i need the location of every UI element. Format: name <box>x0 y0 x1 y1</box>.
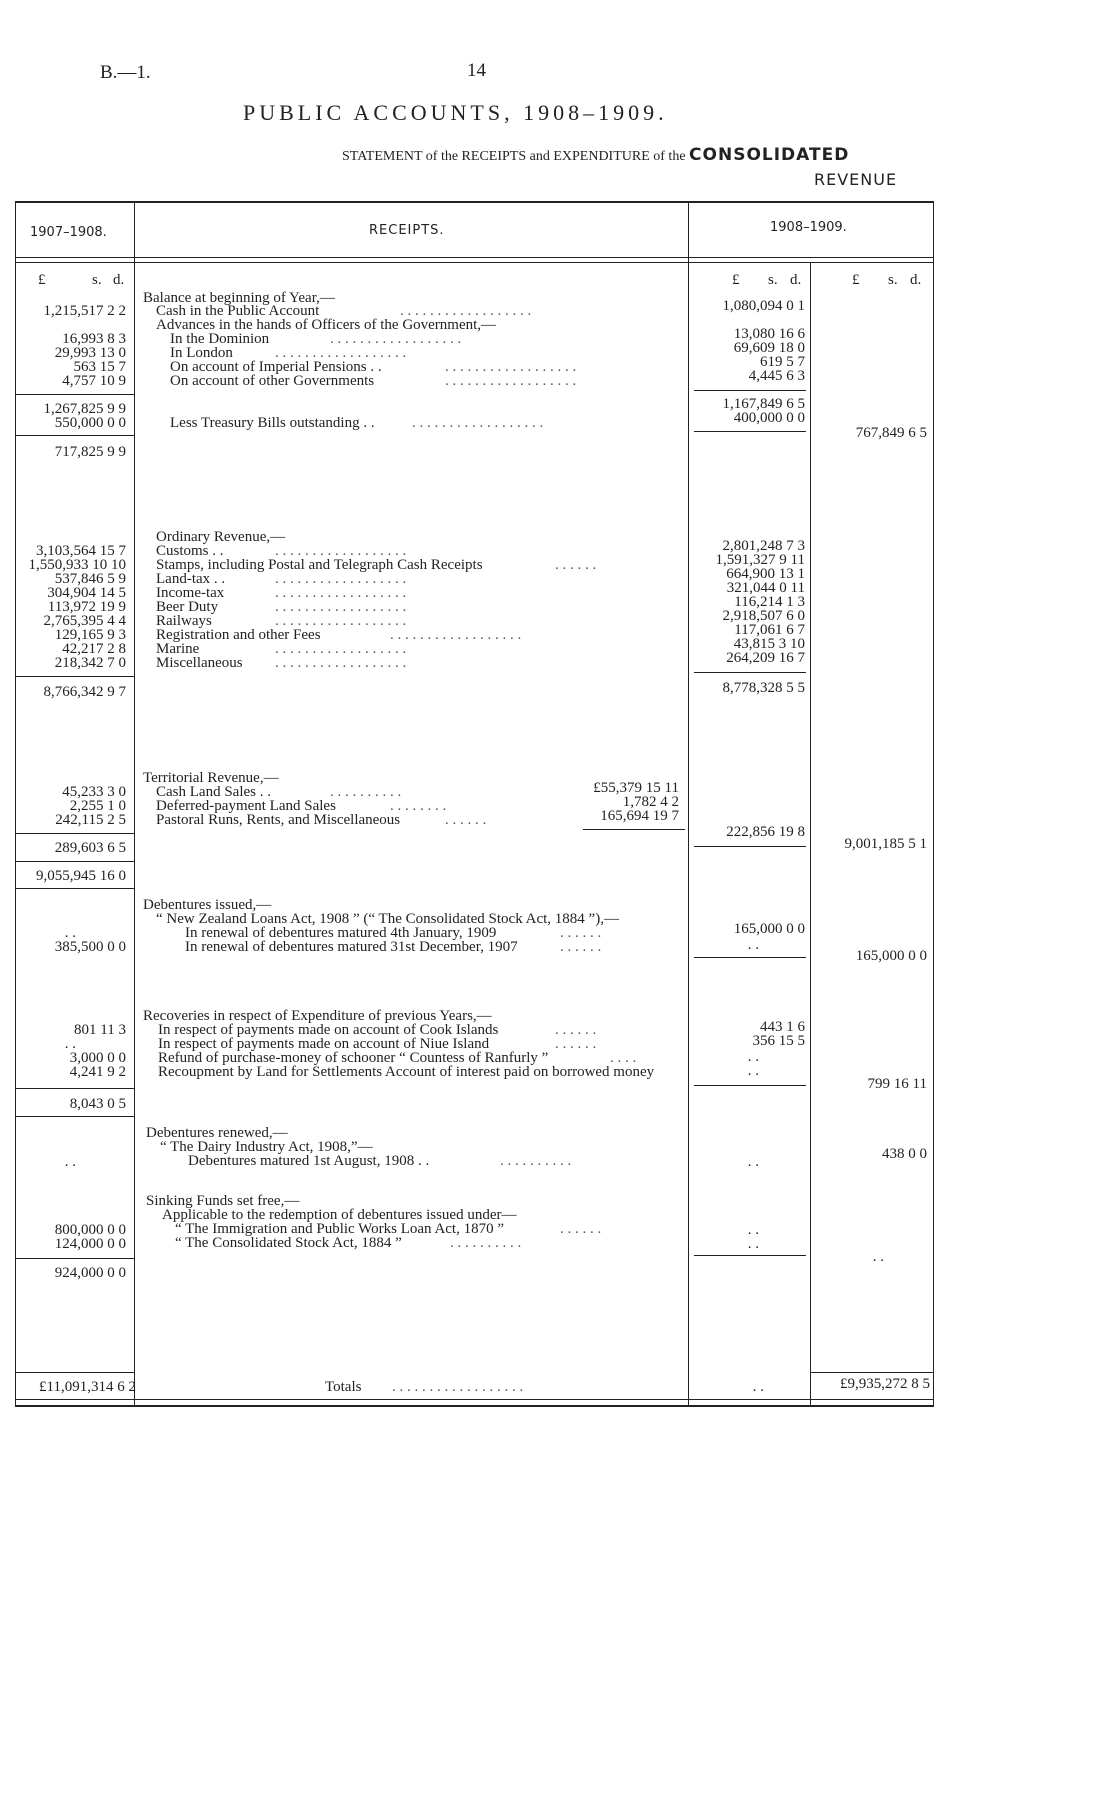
row-label: On account of Imperial Pensions . . <box>170 359 382 375</box>
dot-leader: . . . . . . <box>555 1036 597 1052</box>
row-label: In the Dominion <box>170 331 270 347</box>
dot-leader: . . . . . . . . . . . . . . . . . . <box>275 641 407 657</box>
grand-total: £9,935,272 8 5 <box>840 1376 930 1392</box>
bottom-rule-1 <box>15 1399 933 1400</box>
curr-amount: 321,044 0 11 <box>726 580 805 596</box>
prev-total: 924,000 0 0 <box>54 1265 126 1281</box>
section-heading: Territorial Revenue,— <box>143 770 279 786</box>
revenue-total: 9,001,185 5 1 <box>844 836 927 852</box>
dot-leader: . . . . . . . . . . . . . . . . . . <box>275 585 407 601</box>
prev-total: 8,043 0 5 <box>69 1096 126 1112</box>
prev-amount: 2,765,395 4 4 <box>43 613 126 629</box>
dot-leader: . . . . . . . . . . . . . . . . . . <box>445 373 577 389</box>
header-prev-year: 1907–1908. <box>30 225 107 240</box>
dot-leader: . . . . . . . . . . . . . . . . . . <box>275 571 407 587</box>
row-label: “ The Consolidated Stock Act, 1884 ” <box>175 1235 402 1251</box>
header-receipts: RECEIPTS. <box>369 223 445 238</box>
prev-net-balance: 717,825 9 9 <box>54 444 126 460</box>
dot-leader: . . . . . . . . . . . . . . . . . . <box>275 599 407 615</box>
prev-amount: 218,342 7 0 <box>54 655 126 671</box>
curr-amount: 400,000 0 0 <box>733 410 805 426</box>
prev-amount: 801 11 3 <box>74 1022 126 1038</box>
curr-amount: 4,445 6 3 <box>748 368 805 384</box>
curr-total: 222,856 19 8 <box>726 824 805 840</box>
dot-leader: . . . . . . . . . . . . . . . . . . <box>390 627 522 643</box>
dot-leader: . . . . . . . . . . . . . . . . . . <box>392 1379 524 1395</box>
dot-leader: . . . . . . <box>555 557 597 573</box>
unit-pound-curr: £ <box>732 272 740 288</box>
prev-total: 289,603 6 5 <box>54 840 126 856</box>
header-curr-year: 1908–1909. <box>770 220 847 235</box>
dot-leader: . . . . . . . . . . <box>450 1235 522 1251</box>
row-label: Miscellaneous <box>156 655 243 671</box>
curr-total: 8,778,328 5 5 <box>722 680 805 696</box>
unit-shilling-prev: s. <box>92 272 102 288</box>
curr-amount: 1,080,094 0 1 <box>722 298 805 314</box>
unit-pence-prev: d. <box>113 272 125 288</box>
page-number: 14 <box>467 60 486 81</box>
curr-amount: . . <box>747 937 759 953</box>
act-reference: “ The Dairy Industry Act, 1908,”— <box>160 1139 373 1155</box>
recoveries-total: 799 16 11 <box>867 1076 927 1092</box>
prev-amount: . . <box>64 925 76 941</box>
sum-rule <box>15 1116 134 1117</box>
prev-amount: 16,993 8 3 <box>62 331 126 347</box>
dot-leader: . . . . . . . . . . . . . . . . . . <box>275 613 407 629</box>
prev-amount: 124,000 0 0 <box>54 1236 126 1252</box>
dot-leader: . . . . . . . . . . <box>330 784 402 800</box>
curr-amount: 356 15 5 <box>752 1033 805 1049</box>
page-title: PUBLIC ACCOUNTS, 1908–1909. <box>243 100 668 125</box>
inner-amount: £55,379 15 11 <box>593 780 679 796</box>
section-heading: Balance at beginning of Year,— <box>143 290 335 306</box>
inner-amount: 165,694 19 7 <box>600 808 679 824</box>
dot-leader: . . . . . . <box>445 812 487 828</box>
sum-rule <box>694 390 806 391</box>
prev-amount: 537,846 5 9 <box>54 571 126 587</box>
section-heading: Ordinary Revenue,— <box>156 529 286 545</box>
statement-subtitle <box>342 145 849 165</box>
unit-pound-prev: £ <box>38 272 46 288</box>
subtitle-text: STATEMENT of the RECEIPTS and EXPENDITURE of the <box>342 149 686 164</box>
prev-subtotal: 1,267,825 9 9 <box>43 401 126 417</box>
row-label: In renewal of debentures matured 4th January, 1909 <box>185 925 497 941</box>
subsection-heading: Applicable to the redemption of debentures issued under— <box>162 1207 517 1223</box>
curr-grand-total: . . <box>752 1379 764 1395</box>
dot-leader: . . . . . . . . . . . . . . . . . . <box>400 303 532 319</box>
sum-rule <box>694 1085 806 1086</box>
curr-amount: 165,000 0 0 <box>733 921 805 937</box>
curr-amount: 619 5 7 <box>760 354 805 370</box>
row-label: Cash in the Public Account <box>156 303 320 319</box>
sum-rule <box>15 1372 134 1373</box>
page-reference: B.—1. <box>100 62 151 83</box>
prev-amount: 2,255 1 0 <box>69 798 126 814</box>
row-label: Pastoral Runs, Rents, and Miscellaneous <box>156 812 401 828</box>
sum-rule <box>694 846 806 847</box>
row-label: Railways <box>156 613 212 629</box>
prev-amount: 3,000 0 0 <box>69 1050 126 1066</box>
subtitle-consolidated: CONSOLIDATED <box>689 145 850 165</box>
row-label: Stamps, including Postal and Telegraph Cash Receipts <box>156 557 483 573</box>
prev-amount: 29,993 13 0 <box>54 345 126 361</box>
row-label: Recoupment by Land for Settlements Account of interest paid on borrowed money <box>158 1064 655 1080</box>
unit-pence-total: d. <box>910 272 922 288</box>
curr-amount: 1,591,327 9 11 <box>715 552 805 568</box>
row-label: Cash Land Sales . . <box>156 784 271 800</box>
col-rule-receipts <box>134 201 135 1407</box>
sum-rule <box>810 1372 933 1373</box>
sum-rule <box>15 435 134 436</box>
dot-leader: . . . . . . . . . . . . . . . . . . <box>412 415 544 431</box>
curr-amount: 664,900 13 1 <box>726 566 805 582</box>
section-heading: Sinking Funds set free,— <box>146 1193 300 1209</box>
subsection-heading: Advances in the hands of Officers of the Government,— <box>156 317 497 333</box>
sinking-total: . . <box>872 1249 884 1265</box>
row-label: Income-tax <box>156 585 225 601</box>
row-label: In renewal of debentures matured 31st December, 1907 <box>185 939 518 955</box>
dot-leader: . . . . . . . . . . . . . . . . . . <box>275 345 407 361</box>
dot-leader: . . . . . . . . . . <box>500 1153 572 1169</box>
unit-pound-total: £ <box>852 272 860 288</box>
prev-amount: 800,000 0 0 <box>54 1222 126 1238</box>
dot-leader: . . . . . . <box>555 1022 597 1038</box>
curr-amount: 264,209 16 7 <box>726 650 805 666</box>
col-rule-total <box>810 262 811 1407</box>
prev-amount: 4,241 9 2 <box>69 1064 126 1080</box>
sum-rule <box>694 957 806 958</box>
unit-shilling-curr: s. <box>768 272 778 288</box>
curr-amount: 2,801,248 7 3 <box>722 538 805 554</box>
sum-rule <box>15 861 134 862</box>
curr-amount: . . <box>747 1049 759 1065</box>
section-heading: Debentures renewed,— <box>146 1125 288 1141</box>
curr-amount: 116,214 1 3 <box>734 594 805 610</box>
row-label: Refund of purchase-money of schooner “ Countess of Ranfurly ” <box>158 1050 549 1066</box>
section-heading: Recoveries in respect of Expenditure of previous Years,— <box>143 1008 492 1024</box>
prev-amount: 1,550,933 10 10 <box>28 557 126 573</box>
prev-amount: 42,217 2 8 <box>62 641 126 657</box>
sum-rule <box>694 672 806 673</box>
prev-total: 8,766,342 9 7 <box>43 684 126 700</box>
dot-leader: . . . . . . <box>560 925 602 941</box>
curr-amount: 43,815 3 10 <box>733 636 805 652</box>
curr-amount: 69,609 18 0 <box>733 340 805 356</box>
sum-rule <box>15 1258 134 1259</box>
col-rule-curr <box>688 201 689 1407</box>
dot-leader: . . . . . . . . . . . . . . . . . . <box>275 655 407 671</box>
prev-amount: 3,103,564 15 7 <box>36 543 126 559</box>
sum-rule <box>694 431 806 432</box>
row-label: Debentures matured 1st August, 1908 . . <box>188 1153 430 1169</box>
dot-leader: . . . . . . . . . . . . . . . . . . <box>445 359 577 375</box>
curr-amount: . . <box>747 1154 759 1170</box>
row-label: In respect of payments made on account of Niue Island <box>158 1036 490 1052</box>
sum-rule <box>15 676 134 677</box>
debentures-total: 165,000 0 0 <box>855 948 927 964</box>
sum-rule <box>15 394 134 395</box>
curr-amount: 13,080 16 6 <box>733 326 805 342</box>
prev-grand-total: £11,091,314 6 2 <box>39 1379 136 1395</box>
header-rule-1 <box>15 257 933 258</box>
prev-amount: 113,972 19 9 <box>47 599 126 615</box>
header-rule-2 <box>15 262 933 263</box>
prev-grand-subtotal: 9,055,945 16 0 <box>36 868 126 884</box>
curr-subtotal: 1,167,849 6 5 <box>722 396 805 412</box>
row-label: Customs . . <box>156 543 224 559</box>
sum-rule <box>583 829 685 830</box>
renewed-total: 438 0 0 <box>882 1146 927 1162</box>
row-label: In London <box>170 345 233 361</box>
unit-shilling-total: s. <box>888 272 898 288</box>
row-label: Beer Duty <box>156 599 219 615</box>
bottom-rule-2 <box>15 1405 933 1407</box>
prev-amount: 45,233 3 0 <box>62 784 126 800</box>
curr-amount: 443 1 6 <box>760 1019 805 1035</box>
unit-pence-curr: d. <box>790 272 802 288</box>
section-heading: Debentures issued,— <box>143 897 272 913</box>
prev-amount: 1,215,517 2 2 <box>43 303 126 319</box>
subtitle-revenue: REVENUE <box>814 170 898 189</box>
prev-amount: 129,165 9 3 <box>54 627 126 643</box>
dot-leader: . . . . . . . . . . . . . . . . . . <box>275 543 407 559</box>
row-label: On account of other Governments <box>170 373 375 389</box>
act-reference: “ New Zealand Loans Act, 1908 ” (“ The Consolidated Stock Act, 1884 ”),— <box>156 911 619 927</box>
sum-rule <box>694 1255 806 1256</box>
prev-amount: 242,115 2 5 <box>55 812 126 828</box>
dot-leader: . . . . . . <box>560 939 602 955</box>
dot-leader: . . . . . . <box>560 1221 602 1237</box>
dot-leader: . . . . . . . . . . . . . . . . . . <box>330 331 462 347</box>
row-label: Land-tax . . <box>156 571 226 587</box>
sum-rule <box>15 833 134 834</box>
row-label: Deferred-payment Land Sales <box>156 798 336 814</box>
curr-amount: . . <box>747 1236 759 1252</box>
curr-amount: . . <box>747 1222 759 1238</box>
dot-leader: . . . . . . . . <box>390 798 447 814</box>
curr-amount: 2,918,507 6 0 <box>722 608 805 624</box>
curr-amount: 117,061 6 7 <box>734 622 805 638</box>
prev-amount: . . <box>64 1036 76 1052</box>
balance-total: 767,849 6 5 <box>855 425 927 441</box>
prev-amount: . . <box>64 1154 76 1170</box>
inner-amount: 1,782 4 2 <box>622 794 679 810</box>
sum-rule <box>15 1088 134 1089</box>
table-left-rule <box>15 201 16 1407</box>
table-top-rule <box>15 201 933 203</box>
prev-amount: 304,904 14 5 <box>47 585 126 601</box>
sum-rule <box>15 888 134 889</box>
row-label: In respect of payments made on account of Cook Islands <box>158 1022 499 1038</box>
row-label: Marine <box>156 641 200 657</box>
row-label: Registration and other Fees <box>156 627 321 643</box>
dot-leader: . . . . <box>610 1050 637 1066</box>
curr-amount: . . <box>747 1063 759 1079</box>
totals-label: Totals <box>325 1379 362 1395</box>
row-label: “ The Immigration and Public Works Loan Act, 1870 ” <box>175 1221 505 1237</box>
prev-amount: 4,757 10 9 <box>62 373 126 389</box>
prev-amount: 385,500 0 0 <box>54 939 126 955</box>
table-right-rule <box>933 201 934 1407</box>
row-label: Less Treasury Bills outstanding . . <box>170 415 375 431</box>
prev-amount: 550,000 0 0 <box>54 415 126 431</box>
prev-amount: 563 15 7 <box>73 359 126 375</box>
